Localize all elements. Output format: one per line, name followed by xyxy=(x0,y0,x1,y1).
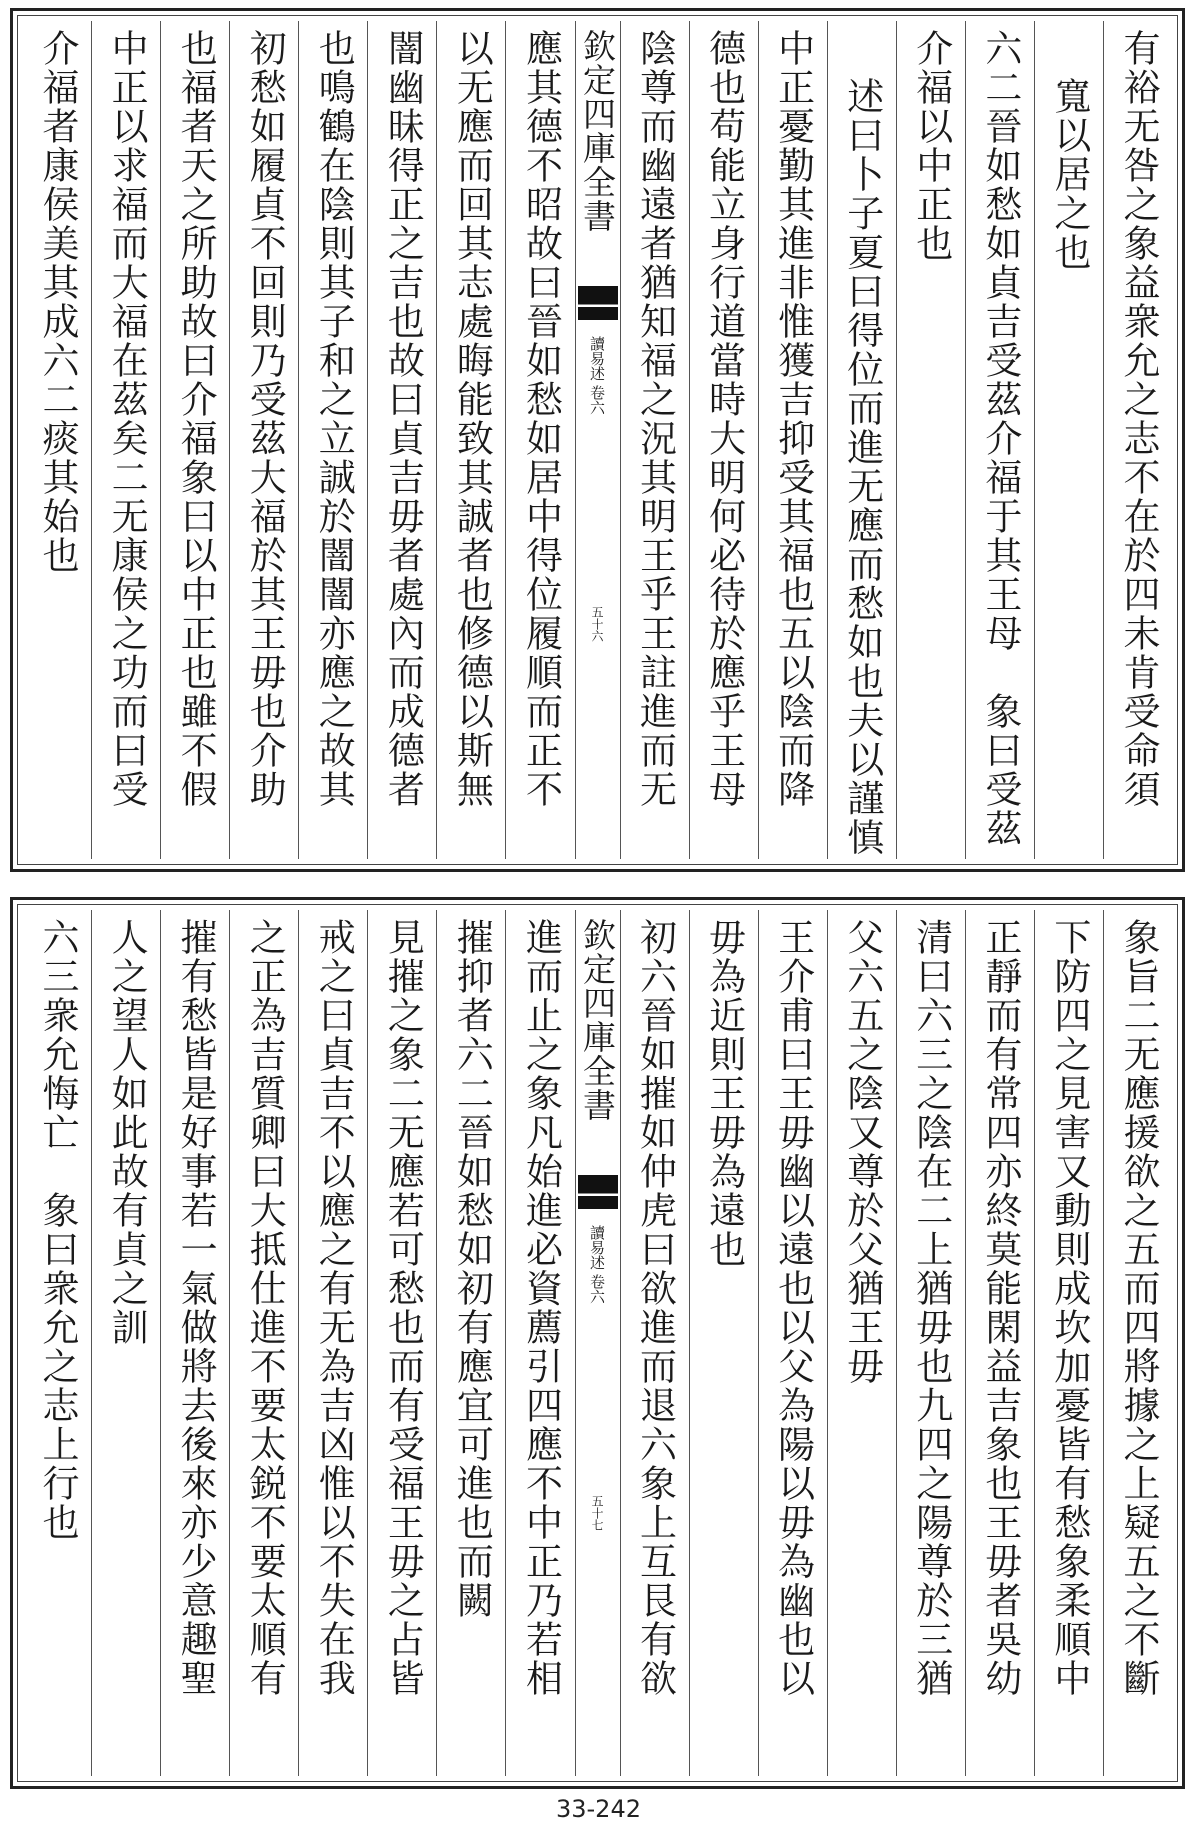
text-column: 人之望人如此故有貞之訓 xyxy=(91,910,160,1776)
text-column: 摧有愁皆是好事若一氣做將去後來亦少意趣聖 xyxy=(160,910,229,1776)
text-column: 寬以居之也 xyxy=(1034,21,1103,859)
text-column: 正靜而有常四亦終莫能閑益吉象也王毋者吳幼 xyxy=(965,910,1034,1776)
fold-page-number: 五十七 xyxy=(590,1495,604,1531)
text-column: 以无應而回其志處晦能致其誠者也修德以斯無 xyxy=(436,21,505,859)
fold-volume: 卷六 xyxy=(588,385,606,415)
text-column: 戒之曰貞吉不以應之有无為吉凶惟以不失在我 xyxy=(298,910,367,1776)
text-column: 父六五之陰又尊於父猶王毋 xyxy=(827,910,896,1776)
text-column: 闇幽昧得正之吉也故曰貞吉毋者處內而成德者 xyxy=(367,21,436,859)
text-column: 初愁如履貞不回則乃受茲大福於其王毋也介助 xyxy=(229,21,298,859)
text-column: 介福以中正也 xyxy=(896,21,965,859)
text-column: 有裕无咎之象益衆允之志不在於四未肯受命須 xyxy=(1103,21,1172,859)
text-column: 之正為吉質卿曰大抵仕進不要太鋭不要太順有 xyxy=(229,910,298,1776)
fold-book-title: 讀易述 xyxy=(588,1225,606,1270)
text-column: 陰尊而幽遠者猶知福之況其明王乎王註進而无 xyxy=(620,21,689,859)
text-column: 應其德不昭故曰晉如愁如居中得位履順而正不 xyxy=(505,21,574,859)
page-number-footer: 33-242 xyxy=(555,1795,641,1823)
bottom-page xyxy=(10,897,1185,1789)
text-column: 象旨二无應援欲之五而四將據之上疑五之不斷 xyxy=(1103,910,1172,1776)
text-column: 見摧之象二无應若可愁也而有受福王毋之占皆 xyxy=(367,910,436,1776)
text-column: 德也苟能立身行道當時大明何必待於應乎王母 xyxy=(689,21,758,859)
top-page xyxy=(10,8,1185,872)
fold-page-number: 五十六 xyxy=(590,606,604,642)
text-column: 初六晉如摧如仲虎曰欲進而退六象上互艮有欲 xyxy=(620,910,689,1776)
fold-title: 欽定四庫全書 xyxy=(578,29,617,233)
text-column: 王介甫曰王毋幽以遠也以父為陽以毋為幽也以 xyxy=(758,910,827,1776)
text-column: 述曰卜子夏曰得位而進无應而愁如也夫以謹慎 xyxy=(827,21,896,859)
fish-tail-mark xyxy=(578,1175,618,1209)
fold-book-info xyxy=(587,336,608,415)
text-column: 進而止之象凡始進必資薦引四應不中正乃若相 xyxy=(505,910,574,1776)
fish-tail-mark xyxy=(578,286,618,320)
text-column: 下防四之見害又動則成坎加憂皆有愁象柔順中 xyxy=(1034,910,1103,1776)
text-column: 六二晉如愁如貞吉受茲介福于其王母 象曰受茲 xyxy=(965,21,1034,859)
bottom-text-columns xyxy=(23,910,1172,1776)
top-text-columns xyxy=(23,21,1172,859)
text-column: 六三衆允悔亡 象曰衆允之志上行也 xyxy=(36,918,80,1542)
fold-volume: 卷六 xyxy=(588,1274,606,1304)
fold-book-title: 讀易述 xyxy=(588,336,606,381)
text-column: 清曰六三之陰在二上猶毋也九四之陽尊於三猶 xyxy=(896,910,965,1776)
fold-margin xyxy=(575,910,620,1776)
text-column: 摧抑者六二晉如愁如初有應宜可進也而闕 xyxy=(436,910,505,1776)
text-column: 也鳴鶴在陰則其子和之立誠於闇闇亦應之故其 xyxy=(298,21,367,859)
fold-margin xyxy=(575,21,620,859)
text-column: 毋為近則王毋為遠也 xyxy=(689,910,758,1776)
fold-title: 欽定四庫全書 xyxy=(578,918,617,1122)
text-column: 中正以求福而大福在茲矣二无康侯之功而曰受 xyxy=(91,21,160,859)
text-column: 介福者康侯美其成六二痰其始也 xyxy=(36,29,80,575)
fold-book-info xyxy=(587,1225,608,1304)
text-column: 也福者天之所助故曰介福象曰以中正也雖不假 xyxy=(160,21,229,859)
text-column: 中正憂勤其進非惟獲吉抑受其福也五以陰而降 xyxy=(758,21,827,859)
